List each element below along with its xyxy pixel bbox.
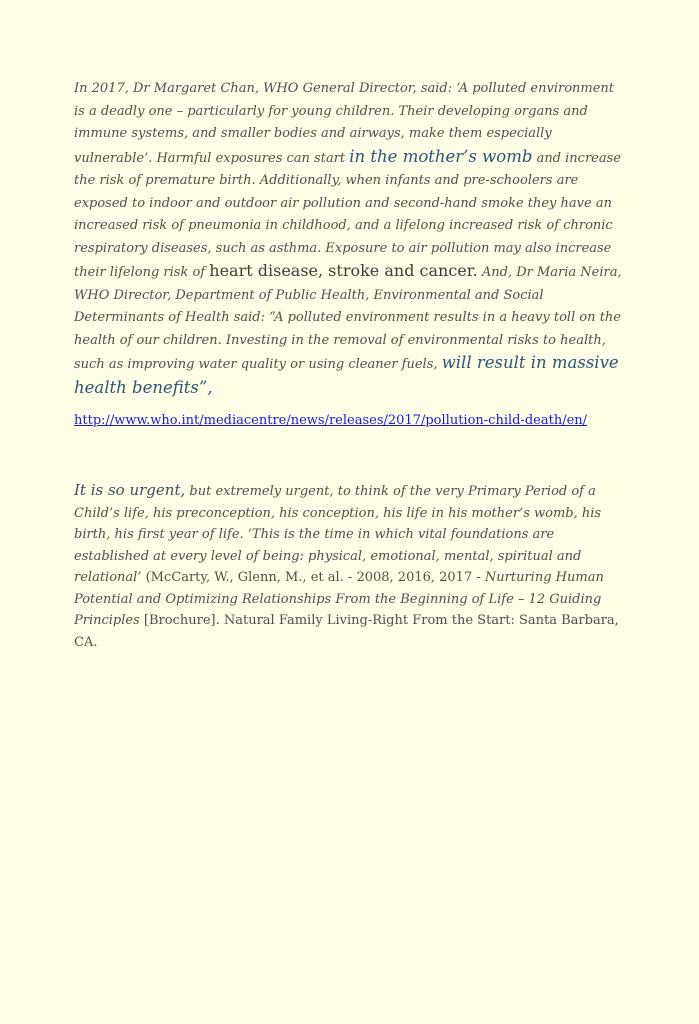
citation-title: Nurturing Human Potential and Optimizing Relationships From the Beginning of Life – 12 Guiding Principles: [74, 570, 604, 628]
emphasis-urgent: It is so urgent,: [74, 481, 186, 499]
emphasis-mothers-womb: in the mother’s womb: [349, 146, 533, 166]
quote-text-3: And, Dr Maria Neira, WHO Director, Department of Public Health, Environmental and Social Determinants of Health said: “A polluted environment results in a heavy toll on the health of our children. Investing in the removal of environmental risks to health, such as improving water quality or using cleaner fuels,: [74, 265, 622, 372]
urgency-paragraph: [74, 480, 625, 653]
citation-publisher: [Brochure]. Natural Family Living-Right From the Start: Santa Barbara, CA.: [74, 613, 619, 650]
quote-text-2: and increase the risk of premature birth. Additionally, when infants and pre-schoolers are exposed to indoor and outdoor air pollution and second-hand smoke they have an increased risk of pneumonia in childhood, and a lifelong increased risk of chronic respiratory diseases, such as asthma. Exposure to air pollution may also increase their lifelong risk of: [74, 150, 621, 280]
who-quote-paragraph: [74, 78, 625, 401]
source-link-container: [74, 413, 625, 428]
urgency-text: but extremely urgent, to think of the very Primary Period of a Child’s life, his preconception, his conception, his life in his mother’s womb, his birth, his first year of life. ‘This is the time in which vital foundations are established at every level of being: physical, emotional, mental, spiritual and relational’: [74, 484, 602, 585]
who-source-link[interactable]: http://www.who.int/mediacentre/news/releases/2017/pollution-child-death/en/: [74, 413, 588, 428]
emphasis-heart-disease: heart disease, stroke and cancer.: [209, 261, 478, 280]
citation-authors: (McCarty, W., Glenn, M., et al. - 2008, 2016, 2017 -: [145, 570, 481, 585]
quote-text-1: In 2017, Dr Margaret Chan, WHO General Director, said: ‘A polluted environment is a deadly one – particularly for young children. Their developing organs and immune systems, and smaller bodies and airways, make them especially vulnerable’. Harmful exposures can start: [74, 81, 615, 166]
emphasis-health-benefits: will result in massive health benefits”,: [74, 353, 619, 397]
